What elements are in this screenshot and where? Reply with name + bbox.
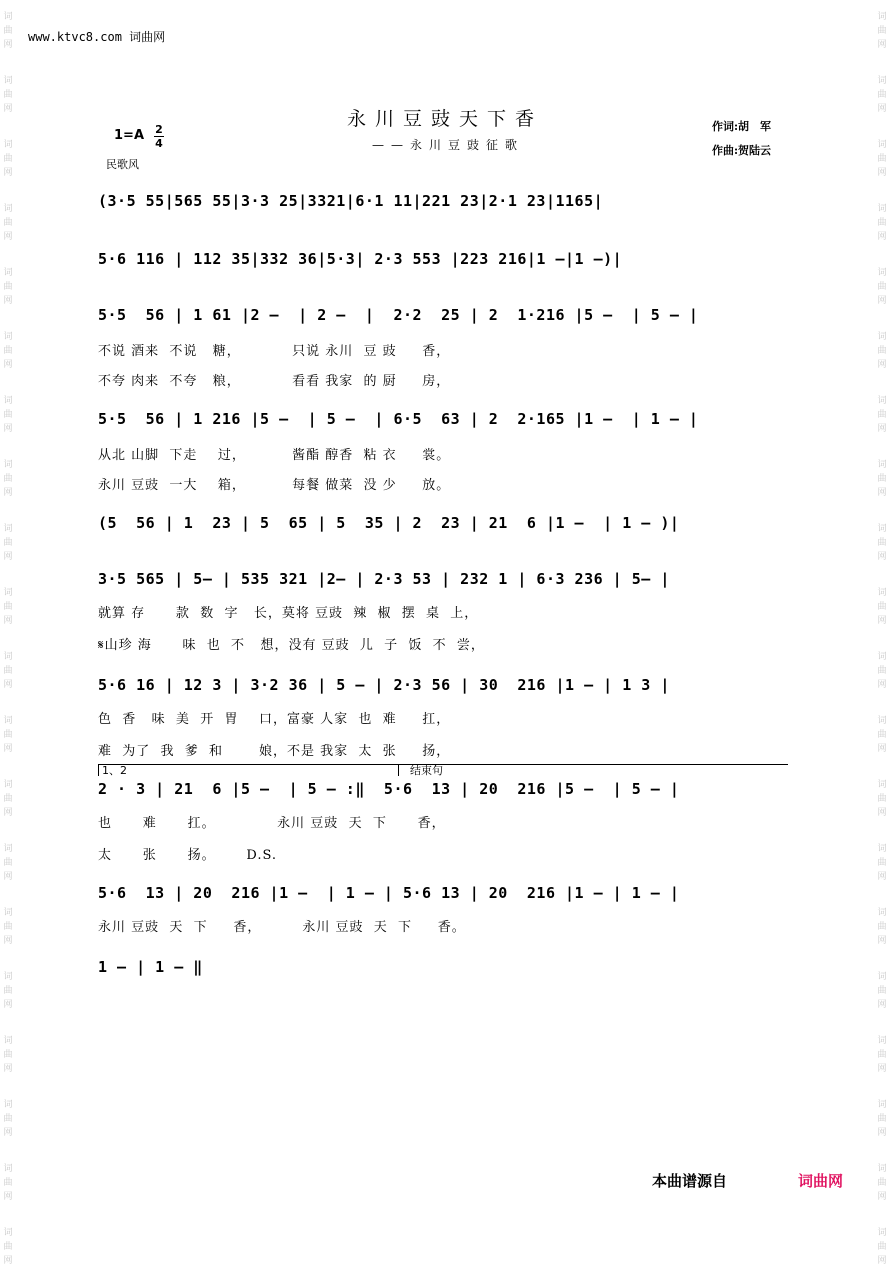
watermark-group [877, 458, 886, 500]
watermark-char: 曲 [877, 346, 887, 356]
watermark-char: 词 [877, 588, 887, 598]
watermark-char: 词 [3, 332, 13, 342]
watermark-group [877, 394, 886, 436]
watermark-char: 词 [3, 268, 13, 278]
watermark-char: 曲 [3, 538, 13, 548]
volta-label: 1、2 [102, 764, 127, 777]
watermark-char: 网 [3, 1256, 13, 1266]
watermark-char: 网 [877, 1128, 887, 1138]
watermark-char: 网 [3, 1128, 13, 1138]
composer-credit: 作曲:贺陆云 [712, 144, 772, 157]
meter-top: 2 [155, 123, 163, 136]
watermark-group [3, 522, 12, 564]
watermark-group [3, 842, 12, 884]
watermark-group [877, 906, 886, 948]
key-signature: 1=A [114, 128, 144, 143]
watermark-char: 曲 [877, 538, 887, 548]
watermark-char: 曲 [3, 26, 13, 36]
watermark-char: 词 [877, 1164, 887, 1174]
watermark-char: 词 [3, 780, 13, 790]
watermark-char: 网 [3, 424, 13, 434]
watermark-char: 词 [3, 1036, 13, 1046]
notation-line: (3·5 55|565 55|3·3 25|3321|6·1 11|221 23|2·1 23|1165| [98, 192, 604, 210]
watermark-char: 词 [3, 1100, 13, 1110]
watermark-char: 曲 [3, 1050, 13, 1060]
watermark-char: 词 [877, 716, 887, 726]
lyric-line: 也 难 扛。 永川 豆豉 天 下 香， [98, 816, 446, 831]
watermark-group [3, 586, 12, 628]
watermark-char: 网 [3, 680, 13, 690]
watermark-char: 网 [3, 936, 13, 946]
watermark-char: 词 [877, 76, 887, 86]
watermark-group [877, 1162, 886, 1204]
watermark-char: 曲 [3, 282, 13, 292]
watermark-group [3, 1098, 12, 1140]
watermark-group [3, 202, 12, 244]
watermark-char: 网 [3, 360, 13, 370]
watermark-char: 曲 [3, 90, 13, 100]
watermark-char: 网 [3, 488, 13, 498]
watermark-group [3, 714, 12, 756]
watermark-char: 词 [877, 524, 887, 534]
watermark-char: 词 [877, 1100, 887, 1110]
watermark-char: 词 [3, 1164, 13, 1174]
watermark-group [877, 778, 886, 820]
watermark-char: 词 [3, 204, 13, 214]
watermark-char: 词 [3, 972, 13, 982]
watermark-char: 曲 [877, 218, 887, 228]
watermark-char: 词 [877, 204, 887, 214]
watermark-char: 词 [877, 1228, 887, 1238]
watermark-char: 词 [877, 396, 887, 406]
watermark-char: 曲 [3, 410, 13, 420]
notation-line: 2 · 3 | 21 6 |5 — | 5 — :‖ 5·6 13 | 20 216 |5 — | 5 — | [98, 780, 680, 798]
watermark-char: 词 [3, 652, 13, 662]
watermark-group [877, 714, 886, 756]
footer-source: 本曲谱源自 [652, 1172, 728, 1190]
watermark-group [3, 906, 12, 948]
watermark-column-right [874, 0, 890, 1266]
watermark-char: 曲 [3, 730, 13, 740]
watermark-char: 网 [3, 616, 13, 626]
watermark-char: 曲 [877, 410, 887, 420]
watermark-char: 曲 [3, 1114, 13, 1124]
watermark-char: 网 [877, 168, 887, 178]
watermark-char: 曲 [877, 282, 887, 292]
watermark-group [3, 650, 12, 692]
watermark-char: 曲 [3, 1178, 13, 1188]
watermark-group [877, 842, 886, 884]
volta-bracket [98, 764, 788, 775]
watermark-group [877, 266, 886, 308]
watermark-char: 曲 [877, 602, 887, 612]
watermark-char: 网 [877, 232, 887, 242]
watermark-char: 网 [877, 680, 887, 690]
watermark-char: 词 [3, 908, 13, 918]
notation-line: 5·6 16 | 12 3 | 3·2 36 | 5 — | 2·3 56 | 30 216 |1 — | 1 3 | [98, 676, 670, 694]
watermark-char: 曲 [877, 90, 887, 100]
watermark-char: 网 [877, 872, 887, 882]
watermark-char: 网 [877, 808, 887, 818]
watermark-char: 词 [3, 844, 13, 854]
watermark-char: 曲 [3, 346, 13, 356]
coda-label: 结束句 [410, 764, 443, 777]
watermark-char: 词 [877, 844, 887, 854]
watermark-char: 词 [3, 460, 13, 470]
watermark-group [877, 202, 886, 244]
watermark-char: 词 [877, 460, 887, 470]
watermark-group [877, 1034, 886, 1076]
lyric-line: 太 张 扬。 D.S. [98, 848, 278, 863]
notation-line: (5 56 | 1 23 | 5 65 | 5 35 | 2 23 | 21 6 |1 — | 1 — )| [98, 514, 680, 532]
lyric-line: 不夸 肉来 不夸 粮， 看看 我家 的 厨 房， [98, 374, 451, 389]
watermark-char: 词 [877, 268, 887, 278]
notation-line: 5·5 56 | 1 216 |5 — | 5 — | 6·5 63 | 2 2·165 |1 — | 1 — | [98, 410, 699, 428]
watermark-char: 网 [877, 1256, 887, 1266]
watermark-char: 词 [3, 12, 13, 22]
lyric-line: 难 为了 我 爹 和 娘，不是 我家 太 张 扬， [98, 744, 451, 759]
watermark-group [877, 330, 886, 372]
watermark-group [3, 1226, 12, 1268]
watermark-char: 网 [877, 40, 887, 50]
watermark-char: 曲 [877, 1178, 887, 1188]
watermark-char: 网 [877, 424, 887, 434]
watermark-group [3, 394, 12, 436]
watermark-char: 词 [3, 524, 13, 534]
watermark-char: 曲 [877, 858, 887, 868]
lyric-line: 永川 豆豉 一大 箱， 每餐 做菜 没 少 放。 [98, 478, 451, 493]
volta-left-edge [98, 764, 99, 776]
watermark-char: 网 [3, 808, 13, 818]
style-mark: 民歌风 [106, 158, 139, 171]
notation-line: 5·6 13 | 20 216 |1 — | 1 — | 5·6 13 | 20 216 |1 — | 1 — | [98, 884, 680, 902]
watermark-char: 网 [3, 168, 13, 178]
lyric-line: 不说 酒来 不说 糖， 只说 永川 豆 豉 香， [98, 344, 451, 359]
watermark-group [877, 522, 886, 564]
meter-bottom: 4 [155, 137, 163, 150]
time-signature [154, 124, 164, 149]
watermark-char: 曲 [877, 26, 887, 36]
notation-line: 3·5 565 | 5— | 535 321 |2— | 2·3 53 | 232 1 | 6·3 236 | 5— | [98, 570, 670, 588]
watermark-char: 网 [3, 104, 13, 114]
watermark-char: 网 [877, 104, 887, 114]
watermark-char: 曲 [3, 474, 13, 484]
watermark-char: 词 [877, 652, 887, 662]
watermark-char: 网 [3, 1064, 13, 1074]
watermark-group [3, 778, 12, 820]
song-title: 永川豆豉天下香 [346, 108, 543, 130]
watermark-column-left [0, 0, 16, 1266]
watermark-group [3, 1034, 12, 1076]
watermark-char: 网 [3, 552, 13, 562]
lyric-line: 从北 山脚 下走 过， 酱酯 醇香 粘 衣 裳。 [98, 448, 451, 463]
watermark-char: 网 [877, 1192, 887, 1202]
watermark-char: 网 [877, 744, 887, 754]
lyric-line: 永川 豆豉 天 下 香， 永川 豆豉 天 下 香。 [98, 920, 466, 935]
watermark-char: 曲 [877, 794, 887, 804]
watermark-group [3, 266, 12, 308]
song-subtitle: ——永川豆豉征歌 [372, 138, 525, 152]
lyric-line: 𝄋山珍 海 味 也 不 想，没有 豆豉 儿 子 饭 不 尝， [98, 638, 485, 653]
watermark-char: 网 [877, 936, 887, 946]
watermark-char: 曲 [877, 154, 887, 164]
watermark-char: 网 [3, 296, 13, 306]
watermark-char: 曲 [3, 602, 13, 612]
watermark-char: 网 [3, 40, 13, 50]
notation-line: 1 — | 1 — ‖ [98, 958, 203, 976]
watermark-char: 曲 [877, 666, 887, 676]
watermark-char: 词 [3, 1228, 13, 1238]
watermark-group [3, 1162, 12, 1204]
watermark-char: 曲 [877, 1050, 887, 1060]
watermark-group [877, 138, 886, 180]
watermark-group [877, 10, 886, 52]
watermark-group [3, 458, 12, 500]
watermark-char: 曲 [877, 1114, 887, 1124]
watermark-char: 词 [877, 1036, 887, 1046]
watermark-char: 曲 [3, 1242, 13, 1252]
lyric-line: 色 香 味 美 开 胃 口，富豪 人家 也 难 扛， [98, 712, 451, 727]
site-url: www.ktvc8.com 词曲网 [28, 30, 166, 44]
watermark-group [877, 1098, 886, 1140]
lyric-line: 就算 存 款 数 字 长，莫将 豆豉 辣 椒 摆 桌 上， [98, 606, 479, 621]
watermark-char: 曲 [877, 986, 887, 996]
watermark-char: 网 [877, 1000, 887, 1010]
watermark-char: 曲 [3, 218, 13, 228]
watermark-char: 词 [3, 716, 13, 726]
watermark-char: 网 [877, 296, 887, 306]
watermark-char: 网 [877, 616, 887, 626]
watermark-char: 网 [3, 1000, 13, 1010]
watermark-char: 词 [877, 908, 887, 918]
watermark-group [877, 650, 886, 692]
watermark-char: 曲 [3, 666, 13, 676]
watermark-char: 曲 [3, 858, 13, 868]
watermark-char: 网 [3, 744, 13, 754]
watermark-char: 词 [877, 332, 887, 342]
watermark-char: 曲 [877, 1242, 887, 1252]
watermark-char: 网 [877, 488, 887, 498]
watermark-char: 曲 [877, 730, 887, 740]
watermark-group [877, 1226, 886, 1268]
watermark-char: 词 [3, 76, 13, 86]
watermark-char: 网 [877, 1064, 887, 1074]
watermark-char: 曲 [3, 154, 13, 164]
watermark-group [3, 970, 12, 1012]
watermark-char: 曲 [877, 474, 887, 484]
volta-mid-edge [398, 764, 399, 776]
footer-site[interactable]: 词曲网 [798, 1172, 844, 1190]
watermark-group [3, 10, 12, 52]
notation-line: 5·6 116 | 112 35|332 36|5·3| 2·3 553 |223 216|1 —|1 —)| [98, 250, 623, 268]
lyricist-credit: 作词:胡 军 [712, 120, 772, 133]
notation-line: 5·5 56 | 1 61 |2 — | 2 — | 2·2 25 | 2 1·216 |5 — | 5 — | [98, 306, 699, 324]
watermark-char: 曲 [3, 986, 13, 996]
watermark-char: 词 [877, 972, 887, 982]
watermark-char: 网 [877, 360, 887, 370]
watermark-char: 词 [3, 140, 13, 150]
watermark-char: 词 [3, 396, 13, 406]
watermark-char: 词 [3, 588, 13, 598]
watermark-char: 词 [877, 12, 887, 22]
watermark-char: 曲 [877, 922, 887, 932]
watermark-char: 词 [877, 140, 887, 150]
watermark-group [877, 586, 886, 628]
watermark-group [3, 330, 12, 372]
watermark-char: 曲 [3, 794, 13, 804]
watermark-char: 词 [877, 780, 887, 790]
watermark-char: 曲 [3, 922, 13, 932]
watermark-char: 网 [877, 552, 887, 562]
watermark-char: 网 [3, 872, 13, 882]
watermark-group [3, 138, 12, 180]
watermark-group [877, 970, 886, 1012]
watermark-char: 网 [3, 232, 13, 242]
watermark-char: 网 [3, 1192, 13, 1202]
